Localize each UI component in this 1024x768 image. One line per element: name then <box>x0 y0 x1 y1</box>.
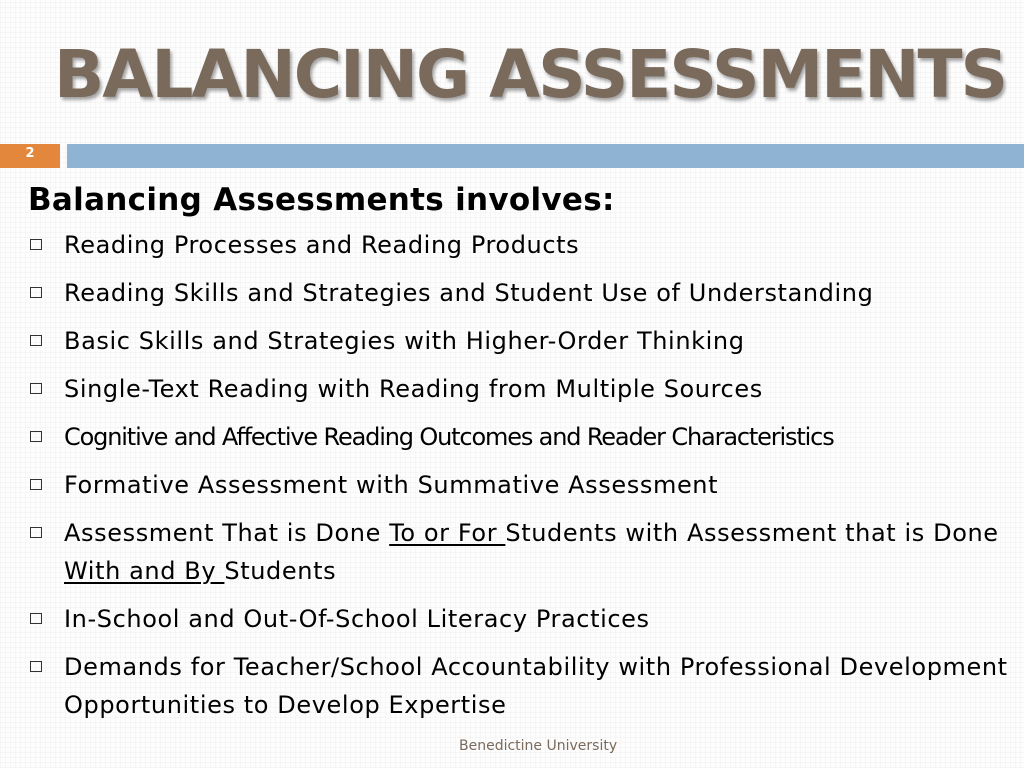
bullet-item <box>28 274 1008 312</box>
bullet-item <box>28 226 1008 264</box>
square-bullet-icon <box>30 661 42 672</box>
bullet-text <box>64 648 1008 724</box>
bullet-list <box>28 226 1008 724</box>
bullet-item <box>28 370 1008 408</box>
bullet-phrase: Demands for Teacher/School Accountability with Professional Development Opportunities to Develop Expertise <box>64 653 1008 719</box>
square-bullet-icon <box>30 287 42 298</box>
square-bullet-icon <box>30 239 42 250</box>
bullet-item <box>28 514 1008 590</box>
footer-text: Benedictine University <box>459 738 618 754</box>
bullet-text <box>64 226 1008 264</box>
bullet-text <box>64 466 1008 504</box>
bullet-phrase: Students with Assessment that is Done <box>505 519 999 547</box>
bullet-phrase: Assessment That is Done <box>64 519 390 547</box>
bullet-phrase: Single-Text Reading with Reading from Multiple Sources <box>64 375 763 403</box>
bullet-text <box>64 274 1008 312</box>
square-bullet-icon <box>30 383 42 394</box>
bullet-text <box>64 514 1008 590</box>
accent-bar <box>67 144 1024 168</box>
slide-content <box>28 178 1008 734</box>
square-bullet-icon <box>30 431 42 442</box>
bullet-phrase: Cognitive and Affective Reading Outcomes and Reader Characteristics <box>64 423 834 451</box>
bullet-item <box>28 418 1008 456</box>
bullet-phrase: In-School and Out-Of-School Literacy Practices <box>64 605 650 633</box>
bullet-phrase: Basic Skills and Strategies with Higher-Order Thinking <box>64 327 745 355</box>
bullet-text <box>64 370 1008 408</box>
bullet-phrase: Reading Processes and Reading Products <box>64 231 580 259</box>
square-bullet-icon <box>30 527 42 538</box>
bullet-phrase: Formative Assessment with Summative Assessment <box>64 471 719 499</box>
slide-title: BALANCING ASSESSMENTS <box>53 36 1007 113</box>
bullet-text <box>64 418 1008 456</box>
slide-number: 2 <box>25 146 35 161</box>
content-heading: Balancing Assessments involves: <box>28 182 615 218</box>
bullet-item <box>28 466 1008 504</box>
underlined-phrase: To or For <box>389 519 506 547</box>
bullet-item <box>28 600 1008 638</box>
square-bullet-icon <box>30 335 42 346</box>
slide-number-badge <box>0 144 60 168</box>
bullet-item <box>28 648 1008 724</box>
bullet-item <box>28 322 1008 360</box>
bullet-phrase: Students <box>224 557 337 585</box>
square-bullet-icon <box>30 613 42 624</box>
bullet-phrase: Reading Skills and Strategies and Student Use of Understanding <box>64 279 874 307</box>
square-bullet-icon <box>30 479 42 490</box>
bullet-text <box>64 600 1008 638</box>
underlined-phrase: With and By <box>64 557 225 585</box>
bullet-text <box>64 322 1008 360</box>
